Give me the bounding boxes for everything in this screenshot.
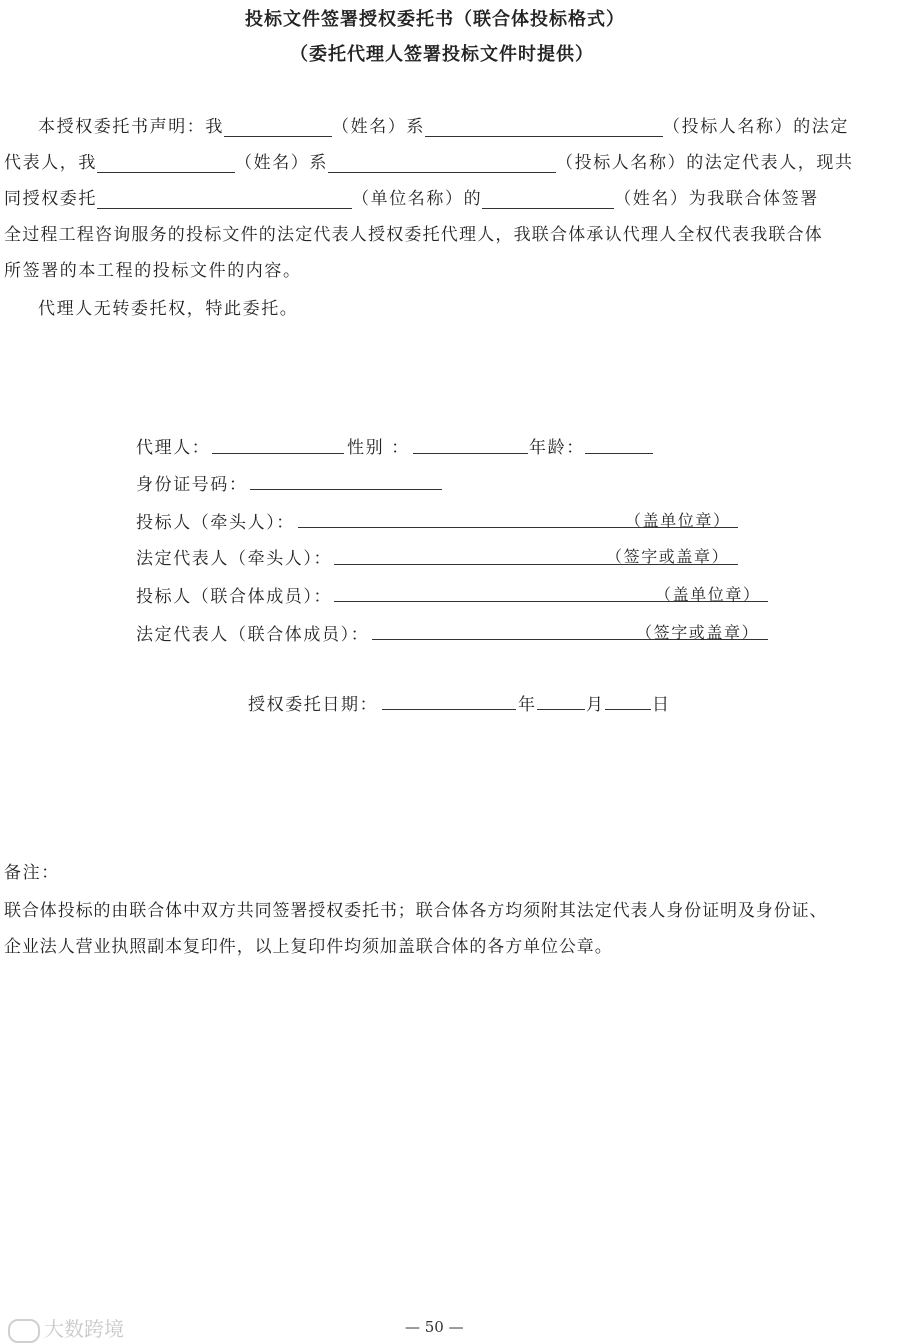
- paragraph-line-1: [38, 112, 849, 137]
- paragraph-line-3: [4, 184, 819, 209]
- age-label: 年龄：: [529, 438, 585, 458]
- gender-field[interactable]: [413, 453, 528, 454]
- date-day-label: 日: [652, 695, 671, 715]
- date-year-label: 年: [518, 695, 537, 715]
- id-number-label: 身份证号码：: [136, 475, 248, 495]
- bidder-member-label: 投标人（联合体成员）：: [136, 587, 333, 607]
- paragraph-line-4: 全过程工程咨询服务的投标文件的法定代表人授权委托代理人，我联合体承认代理人全权代表我联合体: [4, 225, 823, 245]
- para-text: 本授权委托书声明：我: [38, 117, 224, 137]
- name-blank[interactable]: [97, 154, 235, 173]
- unit-name-blank[interactable]: [97, 190, 352, 209]
- legal-member-label: 法定代表人（联合体成员）：: [136, 625, 370, 645]
- notes-heading: 备注：: [4, 863, 60, 883]
- gender-label: 性别 ：: [347, 438, 410, 458]
- authorization-date-label: 授权委托日期：: [248, 695, 379, 715]
- document-subtitle: （委托代理人签署投标文件时提供）: [290, 44, 594, 65]
- id-number-field[interactable]: [250, 489, 442, 490]
- para-text: （投标人名称）的法定: [663, 117, 849, 137]
- bidder-name-blank[interactable]: [425, 118, 663, 137]
- legal-lead-sign-note: （签字或盖章）: [606, 547, 730, 566]
- date-day-field[interactable]: [605, 709, 651, 710]
- name-blank[interactable]: [482, 190, 614, 209]
- para-text: 代表人，我: [4, 153, 97, 173]
- page-number: — 50 —: [405, 1318, 464, 1336]
- legal-member-sign-note: （签字或盖章）: [636, 623, 760, 642]
- bidder-name-blank[interactable]: [328, 154, 556, 173]
- bidder-member-seal-note: （盖单位章）: [655, 585, 761, 604]
- watermark-text: 大数跨境: [44, 1317, 124, 1341]
- watermark: [8, 1313, 124, 1343]
- document-title: 投标文件签署授权委托书（联合体投标格式）: [245, 9, 625, 30]
- para-text: （姓名）系: [332, 117, 425, 137]
- date-month-field[interactable]: [537, 709, 585, 710]
- notes-line-2: 企业法人营业执照副本复印件，以上复印件均须加盖联合体的各方单位公章。: [4, 937, 613, 957]
- para-text: 同授权委托: [4, 189, 97, 209]
- agent-name-field[interactable]: [212, 453, 344, 454]
- paragraph-line-6: 代理人无转委托权，特此委托。: [38, 299, 299, 319]
- bidder-lead-label: 投标人（牵头人）：: [136, 513, 295, 533]
- date-year-field[interactable]: [382, 709, 516, 710]
- paragraph-line-5: 所签署的本工程的投标文件的内容。: [4, 261, 302, 281]
- name-blank[interactable]: [224, 118, 332, 137]
- date-month-label: 月: [586, 695, 605, 715]
- para-text: （投标人名称）的法定代表人，现共: [556, 153, 854, 173]
- watermark-logo-icon: [8, 1319, 40, 1343]
- paragraph-line-2: [4, 148, 854, 173]
- bidder-lead-seal-note: （盖单位章）: [625, 511, 731, 530]
- para-text: （姓名）系: [235, 153, 328, 173]
- agent-label: 代理人：: [136, 438, 211, 458]
- legal-lead-label: 法定代表人（牵头人）：: [136, 549, 333, 569]
- notes-line-1: 联合体投标的由联合体中双方共同签署授权委托书；联合体各方均须附其法定代表人身份证明及身份证、: [4, 901, 828, 921]
- para-text: （单位名称）的: [352, 189, 483, 209]
- age-field[interactable]: [585, 453, 653, 454]
- para-text: （姓名）为我联合体签署: [614, 189, 819, 209]
